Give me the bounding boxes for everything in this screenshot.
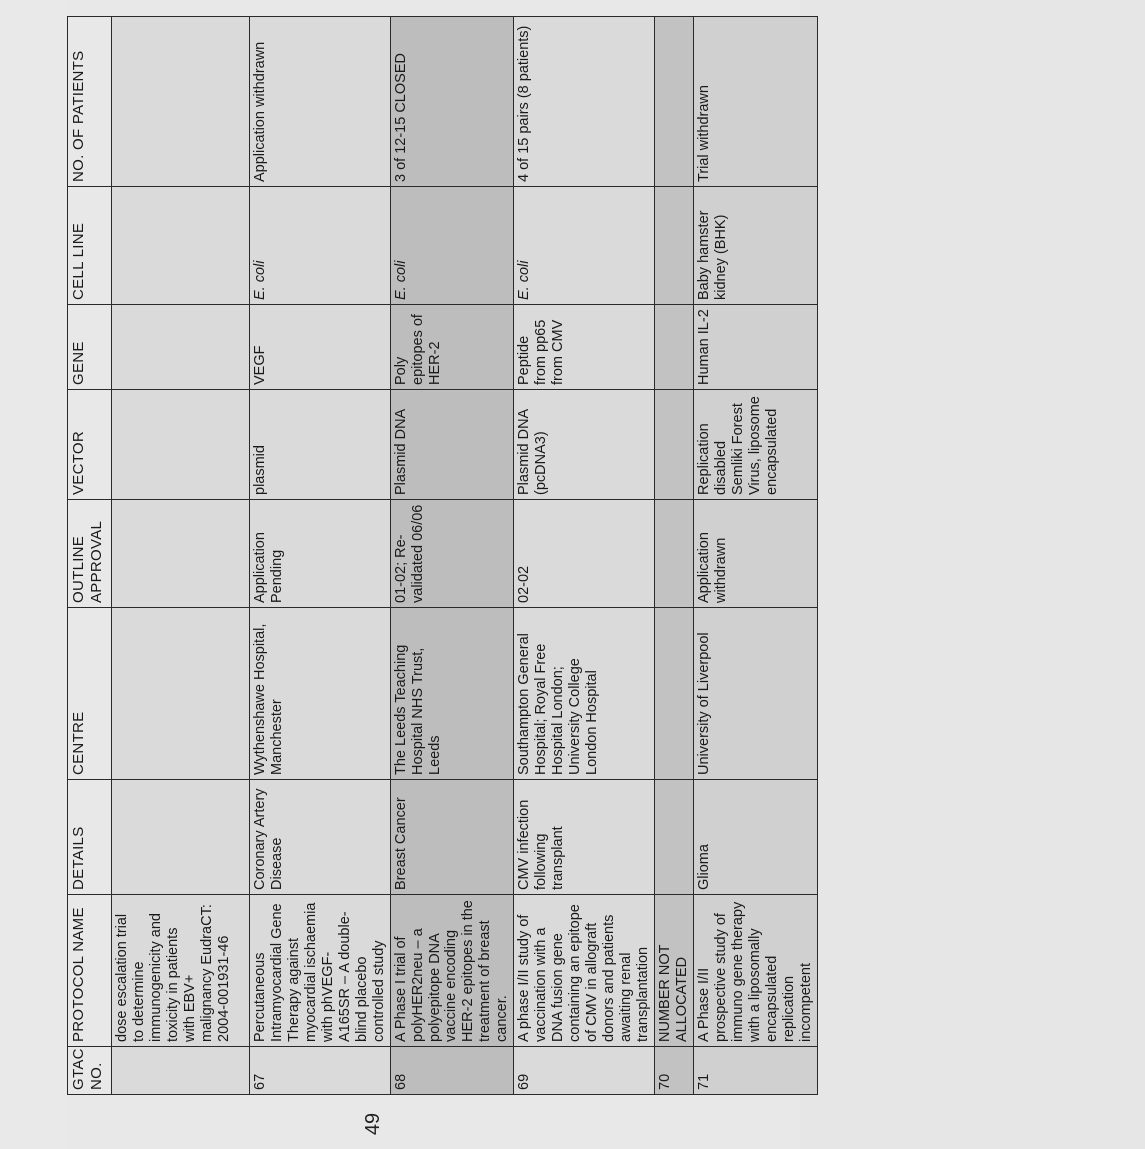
table-row: [654, 17, 693, 1095]
cell-centre: [654, 608, 693, 780]
cell-gene: [112, 305, 250, 390]
cell-no-of-patients: Trial withdrawn: [693, 17, 817, 187]
cell-cell-line: Baby hamster kidney (BHK): [693, 187, 817, 305]
cell-vector: Plasmid DNA: [390, 390, 514, 500]
gtac-protocol-table: [67, 16, 818, 1095]
table-row: [112, 17, 250, 1095]
cell-centre: [112, 608, 250, 780]
cell-outline-approval: Application withdrawn: [693, 500, 817, 608]
cell-gtac-no: 70: [654, 1047, 693, 1095]
rotated-table: [67, 17, 814, 1095]
cell-no-of-patients: 3 of 12-15 CLOSED: [390, 17, 514, 187]
cell-centre: Wythenshawe Hospital, Manchester: [250, 608, 391, 780]
page-number: 49: [362, 1112, 384, 1136]
cell-centre: Southampton General Hospital; Royal Free Hospital London; University College London Hospital: [514, 608, 655, 780]
cell-cell-line: E. coli: [250, 187, 391, 305]
cell-no-of-patients: [654, 17, 693, 187]
cell-outline-approval: [112, 500, 250, 608]
cell-vector: plasmid: [250, 390, 391, 500]
cell-gene: VEGF: [250, 305, 391, 390]
header-protocol-name: PROTOCOL NAME: [68, 895, 112, 1047]
cell-protocol-name: Percutaneous Intramyocardial Gene Therapy against myocardial ischaemia with phVEGF-A165SR – A double-blind placebo controlled study: [250, 895, 391, 1047]
header-gtac-no: GTAC NO.: [68, 1047, 112, 1095]
rotated-table-frame: [67, 17, 1145, 1090]
cell-centre: University of Liverpool: [693, 608, 817, 780]
cell-outline-approval: 01-02; Re-validated 06/06: [390, 500, 514, 608]
cell-no-of-patients: 4 of 15 pairs (8 patients): [514, 17, 655, 187]
cell-details: [654, 780, 693, 895]
cell-protocol-name: A Phase I/II prospective study of immuno gene therapy with a liposomally encapsulated replication incompetent: [693, 895, 817, 1047]
cell-cell-line: [112, 187, 250, 305]
table-row: [390, 17, 514, 1095]
cell-cell-line: E. coli: [390, 187, 514, 305]
header-gene: GENE: [68, 305, 112, 390]
cell-no-of-patients: [112, 17, 250, 187]
cell-gene: Peptide from pp65 from CMV: [514, 305, 655, 390]
header-centre: CENTRE: [68, 608, 112, 780]
page-margin: [0, 0, 67, 1149]
table-row: [514, 17, 655, 1095]
cell-no-of-patients: Application withdrawn: [250, 17, 391, 187]
cell-gtac-no: [112, 1047, 250, 1095]
table-row: [693, 17, 817, 1095]
cell-cell-line: E. coli: [514, 187, 655, 305]
cell-gene: Human IL-2: [693, 305, 817, 390]
cell-gtac-no: 69: [514, 1047, 655, 1095]
header-outline-approval: OUTLINE APPROVAL: [68, 500, 112, 608]
cell-outline-approval: 02-02: [514, 500, 655, 608]
cell-details: Breast Cancer: [390, 780, 514, 895]
cell-details: Glioma: [693, 780, 817, 895]
cell-details: CMV infection following transplant: [514, 780, 655, 895]
header-no-of-patients: NO. OF PATIENTS: [68, 17, 112, 187]
cell-cell-line: [654, 187, 693, 305]
cell-vector: Plasmid DNA (pcDNA3): [514, 390, 655, 500]
cell-gene: Poly epitopes of HER-2: [390, 305, 514, 390]
table-header-row: [68, 17, 112, 1095]
cell-protocol-name: NUMBER NOT ALLOCATED: [654, 895, 693, 1047]
cell-centre: The Leeds Teaching Hospital NHS Trust, Leeds: [390, 608, 514, 780]
cell-gtac-no: 68: [390, 1047, 514, 1095]
cell-protocol-name: A phase I/II study of vaccination with a DNA fusion gene containing an epitope of CMV in allograft donors and patients awaiting renal transplantation: [514, 895, 655, 1047]
cell-details: [112, 780, 250, 895]
cell-vector: [654, 390, 693, 500]
cell-outline-approval: Application Pending: [250, 500, 391, 608]
table-row: [250, 17, 391, 1095]
header-cell-line: CELL LINE: [68, 187, 112, 305]
header-vector: VECTOR: [68, 390, 112, 500]
cell-vector: Replication disabled Semliki Forest Virus, liposome encapsulated: [693, 390, 817, 500]
cell-protocol-name: A Phase I trial of polyHER2neu – a polyepitope DNA vaccine encoding HER-2 epitopes in the treatment of breast cancer.: [390, 895, 514, 1047]
cell-gene: [654, 305, 693, 390]
cell-details: Coronary Artery Disease: [250, 780, 391, 895]
header-details: DETAILS: [68, 780, 112, 895]
cell-outline-approval: [654, 500, 693, 608]
cell-protocol-name: dose escalation trial to determine immunogenicity and toxicity in patients with EBV+ malignancy EudraCT: 2004-001931-46: [112, 895, 250, 1047]
cell-gtac-no: 67: [250, 1047, 391, 1095]
cell-vector: [112, 390, 250, 500]
cell-gtac-no: 71: [693, 1047, 817, 1095]
